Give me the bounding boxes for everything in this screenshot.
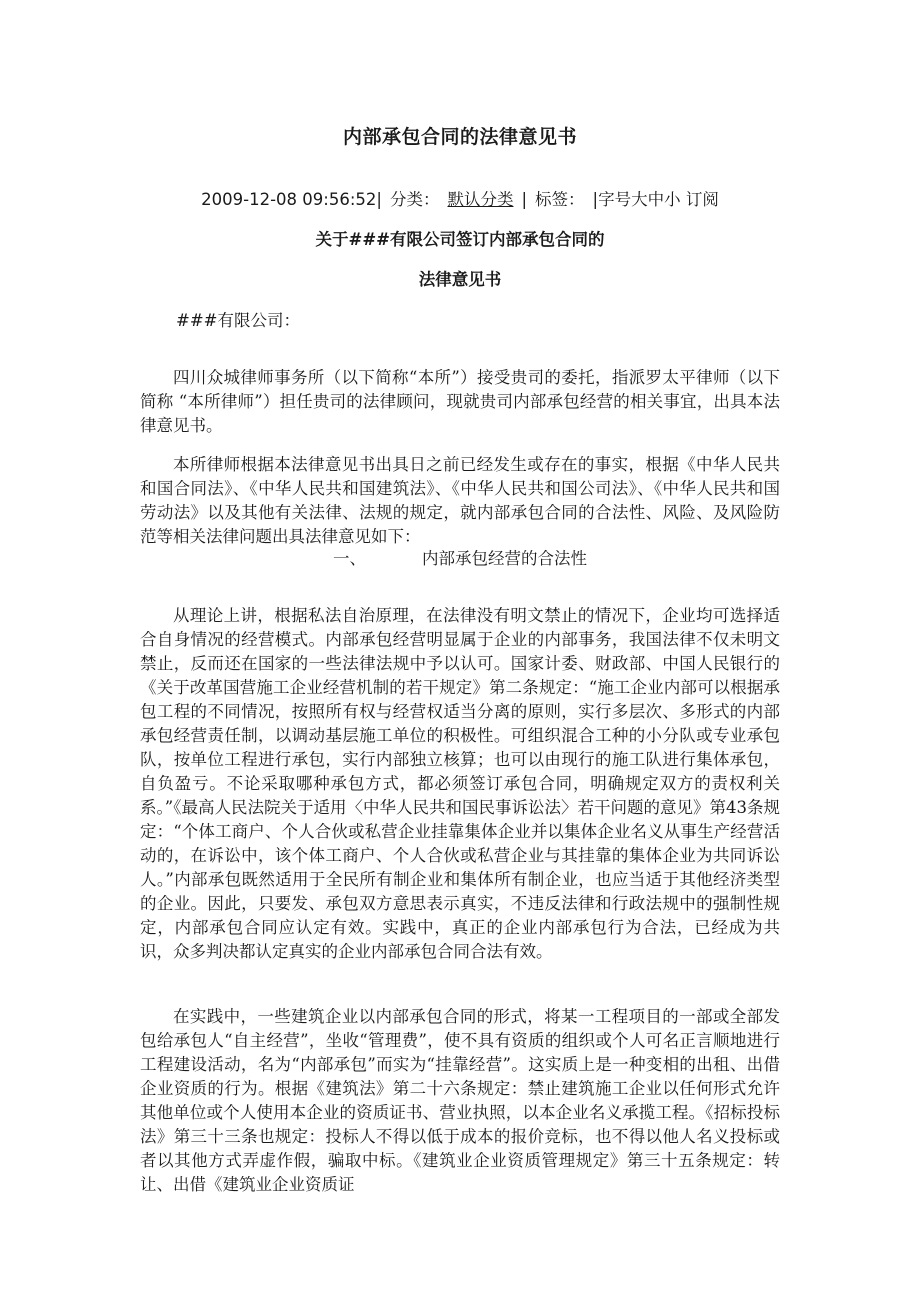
section-number: 一、 [333, 549, 366, 568]
intro-paragraph: 四川众城律师事务所（以下简称“本所”）接受贵司的委托，指派罗太平律师（以下简称 “本所律师”）担任贵司的法律顾问，现就贵司内部承包经营的相关事宜，出具本法律意见书。 [140, 367, 780, 435]
post-meta-line [140, 188, 780, 212]
font-size-subscribe-controls[interactable]: |字号大中小 订阅 [592, 190, 719, 209]
section-heading [140, 547, 780, 571]
section-paragraph: 在实践中，一些建筑企业以内部承包合同的形式，将某一工程项目的一部或全部发包给承包人“自主经营”，坐收“管理费”，使不具有资质的组织或个人可名正言顺地进行工程建设活动，名为“内部承包”而实为“挂靠经营”。这实质上是一种变相的出租、出借企业资质的行为。根据《建筑法》第二十六条规定：禁止建筑施工企业以任何形式允许其他单位或个人使用本企业的资质证书、营业执照，以本企业名义承揽工程。《招标投标法》第三十三条也规定：投标人不得以低于成本的报价竞标，也不得以他人名义投标或者以其他方式弄虚作假，骗取中标。《建筑业企业资质管理规定》第三十五条规定：转让、出借《建筑业企业资质证 [140, 1006, 780, 1194]
subtitle-line-2: 法律意见书 [418, 270, 502, 289]
document-title: 内部承包合同的法律意见书 [342, 126, 577, 148]
basis-paragraph: 本所律师根据本法律意见书出具日之前已经发生或存在的事实，根据《中华人民共和国合同法》、《中华人民共和国建筑法》、《中华人民共和国公司法》、《中华人民共和国劳动法》以及其他有关法律、法规的规定，就内部承包合同的合法性、风险、及风险防范等相关法律问题出具法律意见如下： [140, 454, 780, 546]
tags-label: 标签： [535, 190, 585, 209]
section-paragraph: 从理论上讲，根据私法自治原理，在法律没有明文禁止的情况下，企业均可选择适合自身情况的经营模式。内部承包经营明显属于企业的内部事务，我国法律不仅未明文禁止，反而还在国家的一些法律法规中予以认可。国家计委、财政部、中国人民银行的《关于改革国营施工企业经营机制的若干规定》第二条规定：“施工企业内部可以根据承包工程的不同情况，按照所有权与经营权适当分离的原则，实行多层次、多形式的内部承包经营责任制，以调动基层施工单位的积极性。可组织混合工种的小分队或专业承包队，按单位工程进行承包，实行内部独立核算；也可以由现行的施工队进行集体承包，自负盈亏。不论采取哪种承包方式，都必须签订承包合同，明确规定双方的责权利关系。”《最高人民法院关于适用〈中华人民共和国民事诉讼法〉若干问题的意见》第43条规定：“个体工商户、个人合伙或私营企业挂靠集体企业并以集体企业名义从事生产经营活动的，在诉讼中，该个体工商户、个人合伙或私营企业与其挂靠的集体企业为共同诉讼人。”内部承包既然适用于全民所有制企业和集体所有制企业，也应当适于其他经济类型的企业。因此，只要发、承包双方意思表示真实，不违反法律和行政法规中的强制性规定，内部承包合同应认定有效。实践中，真正的企业内部承包行为合法，已经成为共识，众多判决都认定真实的企业内部承包合同合法有效。 [140, 605, 780, 961]
section-title: 内部承包经营的合法性 [422, 549, 587, 568]
meta-separator: | [521, 190, 528, 209]
salutation: ###有限公司： [176, 311, 300, 330]
category-label: 分类： [389, 190, 440, 209]
category-link[interactable]: 默认分类 [447, 190, 514, 209]
post-datetime: 2009-12-08 09:56:52| [201, 190, 382, 209]
subtitle-line-1: 关于###有限公司签订内部承包合同的 [315, 230, 605, 249]
